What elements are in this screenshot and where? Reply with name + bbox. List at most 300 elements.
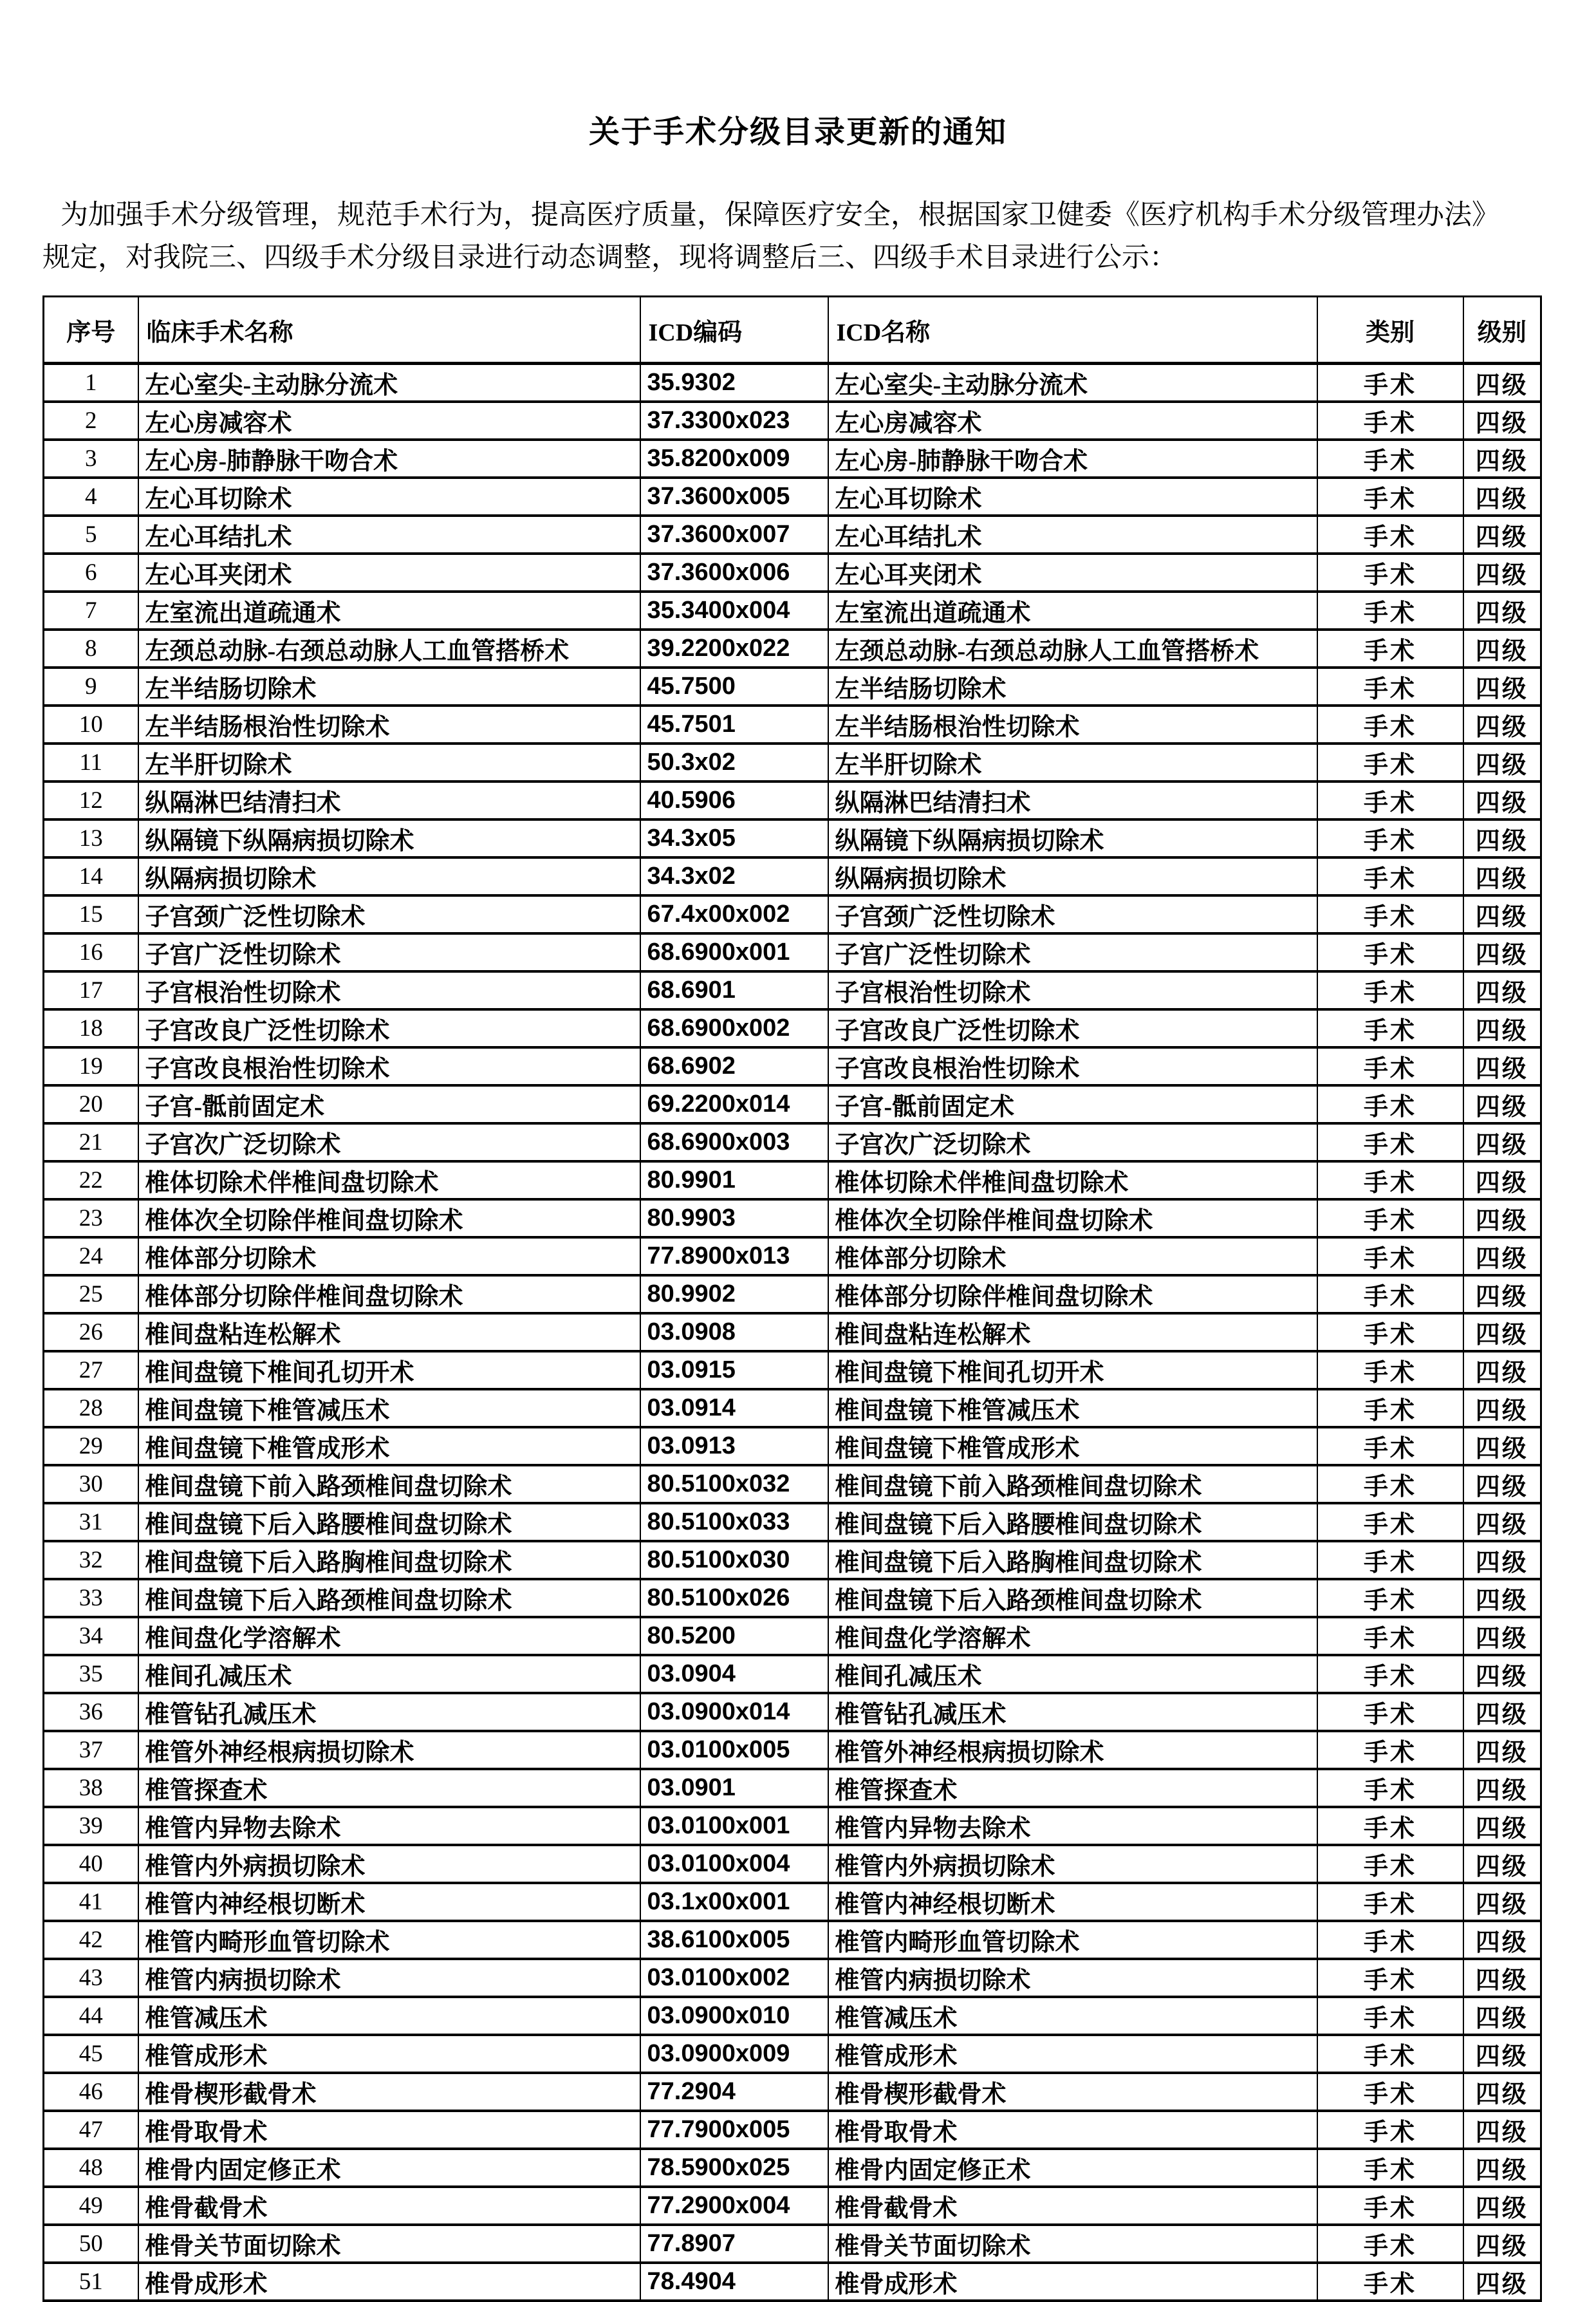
cell-name: 子宫颈广泛性切除术: [138, 895, 640, 933]
cell-name: 椎管探查术: [138, 1769, 640, 1807]
cell-level: 四级: [1463, 933, 1541, 971]
cell-index: 12: [44, 781, 138, 819]
cell-level: 四级: [1463, 1503, 1541, 1541]
cell-icd-name: 椎管探查术: [828, 1769, 1317, 1807]
table-row: [44, 2225, 1541, 2263]
cell-category: 手术: [1317, 1389, 1463, 1427]
cell-category: 手术: [1317, 364, 1463, 402]
cell-name: 椎间孔减压术: [138, 1655, 640, 1693]
cell-index: 50: [44, 2225, 138, 2263]
cell-index: 29: [44, 1427, 138, 1465]
cell-level: 四级: [1463, 2187, 1541, 2225]
table-row: [44, 1389, 1541, 1427]
cell-icd-name: 椎体切除术伴椎间盘切除术: [828, 1161, 1317, 1199]
cell-icd-name: 椎管内异物去除术: [828, 1807, 1317, 1845]
cell-name: 椎骨成形术: [138, 2263, 640, 2301]
cell-level: 四级: [1463, 1883, 1541, 1921]
table-row: [44, 895, 1541, 933]
cell-icd-name: 左半结肠根治性切除术: [828, 706, 1317, 744]
cell-index: 31: [44, 1503, 138, 1541]
intro-line-2: 规定，对我院三、四级手术分级目录进行动态调整，现将调整后三、四级手术目录进行公示：: [42, 243, 1177, 273]
cell-name: 椎管减压术: [138, 1997, 640, 2035]
cell-index: 30: [44, 1465, 138, 1503]
cell-category: 手术: [1317, 895, 1463, 933]
table-row: [44, 2111, 1541, 2149]
cell-category: 手术: [1317, 2187, 1463, 2225]
cell-category: 手术: [1317, 2263, 1463, 2301]
cell-category: 手术: [1317, 1351, 1463, 1389]
cell-icd-name: 子宫次广泛切除术: [828, 1123, 1317, 1161]
cell-name: 椎间盘镜下后入路胸椎间盘切除术: [138, 1541, 640, 1579]
cell-index: 27: [44, 1351, 138, 1389]
cell-name: 左室流出道疏通术: [138, 592, 640, 630]
table-row: [44, 1693, 1541, 1731]
cell-icd-code: 77.2900x004: [640, 2187, 828, 2225]
cell-level: 四级: [1463, 402, 1541, 440]
table-header-row: [44, 297, 1541, 364]
table-row: [44, 516, 1541, 554]
cell-index: 24: [44, 1237, 138, 1275]
cell-category: 手术: [1317, 781, 1463, 819]
table-row: [44, 2035, 1541, 2073]
cell-level: 四级: [1463, 630, 1541, 668]
cell-name: 纵隔病损切除术: [138, 857, 640, 895]
cell-icd-name: 纵隔病损切除术: [828, 857, 1317, 895]
cell-icd-code: 68.6902: [640, 1047, 828, 1085]
cell-icd-code: 03.0901: [640, 1769, 828, 1807]
cell-level: 四级: [1463, 1731, 1541, 1769]
cell-level: 四级: [1463, 1579, 1541, 1617]
cell-index: 33: [44, 1579, 138, 1617]
cell-level: 四级: [1463, 1465, 1541, 1503]
cell-name: 子宫改良广泛性切除术: [138, 1009, 640, 1047]
cell-icd-code: 35.8200x009: [640, 440, 828, 478]
cell-icd-code: 78.4904: [640, 2263, 828, 2301]
cell-index: 15: [44, 895, 138, 933]
cell-level: 四级: [1463, 1845, 1541, 1883]
cell-name: 椎间盘镜下椎管成形术: [138, 1427, 640, 1465]
cell-icd-code: 80.5100x032: [640, 1465, 828, 1503]
cell-icd-name: 左半肝切除术: [828, 744, 1317, 781]
cell-name: 椎骨关节面切除术: [138, 2225, 640, 2263]
cell-icd-code: 77.8900x013: [640, 1237, 828, 1275]
cell-name: 子宫次广泛切除术: [138, 1123, 640, 1161]
cell-icd-name: 椎管内外病损切除术: [828, 1845, 1317, 1883]
cell-index: 44: [44, 1997, 138, 2035]
cell-icd-code: 68.6900x001: [640, 933, 828, 971]
cell-category: 手术: [1317, 1617, 1463, 1655]
cell-icd-code: 77.2904: [640, 2073, 828, 2111]
cell-name: 椎骨取骨术: [138, 2111, 640, 2149]
cell-name: 椎骨内固定修正术: [138, 2149, 640, 2187]
cell-index: 5: [44, 516, 138, 554]
table-row: [44, 402, 1541, 440]
cell-icd-name: 椎管钻孔减压术: [828, 1693, 1317, 1731]
cell-category: 手术: [1317, 2035, 1463, 2073]
cell-category: 手术: [1317, 668, 1463, 706]
cell-level: 四级: [1463, 857, 1541, 895]
cell-icd-code: 67.4x00x002: [640, 895, 828, 933]
cell-name: 左心耳结扎术: [138, 516, 640, 554]
cell-index: 45: [44, 2035, 138, 2073]
cell-category: 手术: [1317, 706, 1463, 744]
cell-icd-name: 椎间盘镜下前入路颈椎间盘切除术: [828, 1465, 1317, 1503]
cell-level: 四级: [1463, 364, 1541, 402]
cell-name: 椎管成形术: [138, 2035, 640, 2073]
cell-icd-name: 左室流出道疏通术: [828, 592, 1317, 630]
cell-icd-name: 椎骨截骨术: [828, 2187, 1317, 2225]
cell-category: 手术: [1317, 1085, 1463, 1123]
cell-icd-code: 68.6900x003: [640, 1123, 828, 1161]
cell-icd-name: 椎骨楔形截骨术: [828, 2073, 1317, 2111]
cell-index: 8: [44, 630, 138, 668]
cell-category: 手术: [1317, 440, 1463, 478]
cell-category: 手术: [1317, 1883, 1463, 1921]
cell-level: 四级: [1463, 2225, 1541, 2263]
cell-icd-name: 椎间盘镜下椎管减压术: [828, 1389, 1317, 1427]
cell-name: 椎体次全切除伴椎间盘切除术: [138, 1199, 640, 1237]
cell-name: 左颈总动脉-右颈总动脉人工血管搭桥术: [138, 630, 640, 668]
cell-level: 四级: [1463, 1617, 1541, 1655]
table-row: [44, 1237, 1541, 1275]
cell-index: 4: [44, 478, 138, 516]
table-row: [44, 1313, 1541, 1351]
cell-category: 手术: [1317, 971, 1463, 1009]
cell-icd-name: 椎间盘镜下后入路胸椎间盘切除术: [828, 1541, 1317, 1579]
cell-name: 纵隔淋巴结清扫术: [138, 781, 640, 819]
cell-icd-code: 37.3600x005: [640, 478, 828, 516]
cell-category: 手术: [1317, 1921, 1463, 1959]
cell-level: 四级: [1463, 1997, 1541, 2035]
cell-category: 手术: [1317, 1123, 1463, 1161]
cell-category: 手术: [1317, 1009, 1463, 1047]
cell-name: 椎间盘镜下后入路颈椎间盘切除术: [138, 1579, 640, 1617]
cell-icd-code: 68.6900x002: [640, 1009, 828, 1047]
table-row: [44, 1503, 1541, 1541]
cell-icd-name: 纵隔淋巴结清扫术: [828, 781, 1317, 819]
cell-category: 手术: [1317, 1541, 1463, 1579]
cell-index: 28: [44, 1389, 138, 1427]
cell-name: 子宫广泛性切除术: [138, 933, 640, 971]
cell-name: 子宫改良根治性切除术: [138, 1047, 640, 1085]
table-row: [44, 592, 1541, 630]
cell-level: 四级: [1463, 1237, 1541, 1275]
cell-name: 椎体部分切除伴椎间盘切除术: [138, 1275, 640, 1313]
cell-icd-code: 03.0913: [640, 1427, 828, 1465]
cell-index: 7: [44, 592, 138, 630]
cell-level: 四级: [1463, 706, 1541, 744]
cell-icd-code: 80.9902: [640, 1275, 828, 1313]
cell-level: 四级: [1463, 2111, 1541, 2149]
cell-icd-code: 35.3400x004: [640, 592, 828, 630]
cell-category: 手术: [1317, 1313, 1463, 1351]
cell-icd-name: 子宫改良广泛性切除术: [828, 1009, 1317, 1047]
cell-icd-code: 80.5100x033: [640, 1503, 828, 1541]
cell-icd-code: 80.5100x030: [640, 1541, 828, 1579]
cell-level: 四级: [1463, 554, 1541, 592]
table-row: [44, 1997, 1541, 2035]
cell-name: 左半肝切除术: [138, 744, 640, 781]
cell-category: 手术: [1317, 478, 1463, 516]
page-title: 关于手术分级目录更新的通知: [588, 115, 1007, 149]
cell-icd-code: 03.0900x009: [640, 2035, 828, 2073]
cell-index: 42: [44, 1921, 138, 1959]
table-row: [44, 819, 1541, 857]
cell-index: 6: [44, 554, 138, 592]
cell-icd-code: 68.6901: [640, 971, 828, 1009]
cell-index: 32: [44, 1541, 138, 1579]
surgery-table-body: [44, 364, 1541, 2301]
cell-icd-name: 子宫广泛性切除术: [828, 933, 1317, 971]
table-row: [44, 1465, 1541, 1503]
cell-name: 椎间盘镜下椎间孔切开术: [138, 1351, 640, 1389]
cell-index: 51: [44, 2263, 138, 2301]
cell-index: 22: [44, 1161, 138, 1199]
table-row: [44, 2263, 1541, 2301]
cell-name: 纵隔镜下纵隔病损切除术: [138, 819, 640, 857]
cell-index: 19: [44, 1047, 138, 1085]
cell-level: 四级: [1463, 1541, 1541, 1579]
cell-index: 38: [44, 1769, 138, 1807]
cell-index: 23: [44, 1199, 138, 1237]
cell-index: 13: [44, 819, 138, 857]
cell-level: 四级: [1463, 516, 1541, 554]
cell-icd-code: 03.1x00x001: [640, 1883, 828, 1921]
cell-icd-name: 椎管成形术: [828, 2035, 1317, 2073]
cell-icd-name: 左心房减容术: [828, 402, 1317, 440]
cell-icd-name: 椎管外神经根病损切除术: [828, 1731, 1317, 1769]
cell-category: 手术: [1317, 933, 1463, 971]
cell-icd-code: 34.3x05: [640, 819, 828, 857]
cell-icd-name: 左半结肠切除术: [828, 668, 1317, 706]
cell-level: 四级: [1463, 1123, 1541, 1161]
cell-icd-name: 左心耳结扎术: [828, 516, 1317, 554]
cell-category: 手术: [1317, 1731, 1463, 1769]
cell-icd-code: 39.2200x022: [640, 630, 828, 668]
cell-icd-code: 35.9302: [640, 364, 828, 402]
cell-icd-code: 50.3x02: [640, 744, 828, 781]
cell-icd-name: 左心房-肺静脉干吻合术: [828, 440, 1317, 478]
cell-icd-code: 37.3300x023: [640, 402, 828, 440]
cell-category: 手术: [1317, 402, 1463, 440]
cell-icd-code: 03.0100x004: [640, 1845, 828, 1883]
cell-level: 四级: [1463, 1047, 1541, 1085]
table-row: [44, 1731, 1541, 1769]
cell-level: 四级: [1463, 668, 1541, 706]
cell-index: 35: [44, 1655, 138, 1693]
table-row: [44, 1427, 1541, 1465]
table-row: [44, 630, 1541, 668]
cell-icd-code: 37.3600x006: [640, 554, 828, 592]
cell-level: 四级: [1463, 2149, 1541, 2187]
cell-icd-code: 69.2200x014: [640, 1085, 828, 1123]
cell-icd-code: 45.7501: [640, 706, 828, 744]
cell-index: 49: [44, 2187, 138, 2225]
surgery-catalog-table: [42, 295, 1542, 2302]
cell-index: 14: [44, 857, 138, 895]
table-row: [44, 1769, 1541, 1807]
cell-name: 左心房-肺静脉干吻合术: [138, 440, 640, 478]
cell-category: 手术: [1317, 1693, 1463, 1731]
table-row: [44, 2073, 1541, 2111]
cell-icd-code: 03.0904: [640, 1655, 828, 1693]
cell-category: 手术: [1317, 1275, 1463, 1313]
cell-icd-name: 椎间盘镜下后入路腰椎间盘切除术: [828, 1503, 1317, 1541]
cell-category: 手术: [1317, 1959, 1463, 1997]
table-row: [44, 744, 1541, 781]
cell-name: 子宫-骶前固定术: [138, 1085, 640, 1123]
cell-level: 四级: [1463, 971, 1541, 1009]
table-row: [44, 1579, 1541, 1617]
cell-index: 1: [44, 364, 138, 402]
cell-name: 左半结肠根治性切除术: [138, 706, 640, 744]
cell-icd-name: 子宫颈广泛性切除术: [828, 895, 1317, 933]
cell-level: 四级: [1463, 440, 1541, 478]
cell-icd-name: 左颈总动脉-右颈总动脉人工血管搭桥术: [828, 630, 1317, 668]
cell-index: 34: [44, 1617, 138, 1655]
cell-index: 26: [44, 1313, 138, 1351]
cell-icd-name: 纵隔镜下纵隔病损切除术: [828, 819, 1317, 857]
cell-icd-code: 03.0914: [640, 1389, 828, 1427]
cell-index: 40: [44, 1845, 138, 1883]
cell-icd-name: 子宫根治性切除术: [828, 971, 1317, 1009]
table-row: [44, 1161, 1541, 1199]
cell-level: 四级: [1463, 1085, 1541, 1123]
cell-level: 四级: [1463, 2035, 1541, 2073]
cell-level: 四级: [1463, 1655, 1541, 1693]
table-row: [44, 706, 1541, 744]
column-header-name: 临床手术名称: [138, 297, 640, 364]
cell-icd-name: 椎骨成形术: [828, 2263, 1317, 2301]
cell-level: 四级: [1463, 781, 1541, 819]
cell-icd-name: 左心耳夹闭术: [828, 554, 1317, 592]
cell-category: 手术: [1317, 2225, 1463, 2263]
cell-index: 43: [44, 1959, 138, 1997]
cell-level: 四级: [1463, 1275, 1541, 1313]
cell-icd-name: 椎管内畸形血管切除术: [828, 1921, 1317, 1959]
column-header-icd-name: ICD名称: [828, 297, 1317, 364]
cell-icd-code: 38.6100x005: [640, 1921, 828, 1959]
cell-icd-code: 03.0100x001: [640, 1807, 828, 1845]
cell-name: 椎管钻孔减压术: [138, 1693, 640, 1731]
cell-name: 椎管内异物去除术: [138, 1807, 640, 1845]
cell-name: 左半结肠切除术: [138, 668, 640, 706]
cell-index: 10: [44, 706, 138, 744]
cell-name: 椎体切除术伴椎间盘切除术: [138, 1161, 640, 1199]
cell-icd-code: 80.5200: [640, 1617, 828, 1655]
cell-icd-name: 椎间盘镜下后入路颈椎间盘切除术: [828, 1579, 1317, 1617]
cell-category: 手术: [1317, 1465, 1463, 1503]
cell-index: 3: [44, 440, 138, 478]
cell-category: 手术: [1317, 1997, 1463, 2035]
cell-index: 36: [44, 1693, 138, 1731]
table-row: [44, 1123, 1541, 1161]
cell-level: 四级: [1463, 1693, 1541, 1731]
intro-paragraph: [42, 194, 1554, 279]
cell-level: 四级: [1463, 1161, 1541, 1199]
cell-name: 椎间盘镜下椎管减压术: [138, 1389, 640, 1427]
cell-category: 手术: [1317, 2073, 1463, 2111]
cell-icd-name: 椎间盘粘连松解术: [828, 1313, 1317, 1351]
cell-index: 9: [44, 668, 138, 706]
cell-category: 手术: [1317, 1161, 1463, 1199]
cell-name: 椎间盘化学溶解术: [138, 1617, 640, 1655]
cell-icd-code: 78.5900x025: [640, 2149, 828, 2187]
table-row: [44, 1047, 1541, 1085]
cell-icd-code: 40.5906: [640, 781, 828, 819]
cell-category: 手术: [1317, 1807, 1463, 1845]
cell-category: 手术: [1317, 1503, 1463, 1541]
cell-name: 左心房减容术: [138, 402, 640, 440]
cell-icd-name: 椎骨取骨术: [828, 2111, 1317, 2149]
table-row: [44, 781, 1541, 819]
cell-level: 四级: [1463, 1921, 1541, 1959]
table-row: [44, 1845, 1541, 1883]
table-row: [44, 1199, 1541, 1237]
cell-icd-name: 子宫改良根治性切除术: [828, 1047, 1317, 1085]
cell-level: 四级: [1463, 744, 1541, 781]
cell-name: 椎管外神经根病损切除术: [138, 1731, 640, 1769]
document-page: [0, 115, 1596, 2298]
cell-name: 椎管内外病损切除术: [138, 1845, 640, 1883]
cell-level: 四级: [1463, 2073, 1541, 2111]
cell-name: 椎骨截骨术: [138, 2187, 640, 2225]
cell-index: 20: [44, 1085, 138, 1123]
cell-level: 四级: [1463, 2263, 1541, 2301]
cell-icd-code: 37.3600x007: [640, 516, 828, 554]
cell-icd-name: 椎管内神经根切断术: [828, 1883, 1317, 1921]
cell-index: 47: [44, 2111, 138, 2149]
cell-index: 16: [44, 933, 138, 971]
cell-level: 四级: [1463, 1959, 1541, 1997]
table-row: [44, 857, 1541, 895]
cell-icd-name: 左心耳切除术: [828, 478, 1317, 516]
cell-category: 手术: [1317, 1769, 1463, 1807]
cell-category: 手术: [1317, 1047, 1463, 1085]
cell-icd-name: 椎间盘镜下椎间孔切开术: [828, 1351, 1317, 1389]
cell-level: 四级: [1463, 1807, 1541, 1845]
cell-name: 椎间盘镜下后入路腰椎间盘切除术: [138, 1503, 640, 1541]
cell-icd-name: 椎间孔减压术: [828, 1655, 1317, 1693]
cell-icd-code: 45.7500: [640, 668, 828, 706]
cell-category: 手术: [1317, 1237, 1463, 1275]
table-row: [44, 1959, 1541, 1997]
cell-name: 椎体部分切除术: [138, 1237, 640, 1275]
cell-index: 11: [44, 744, 138, 781]
table-row: [44, 668, 1541, 706]
cell-category: 手术: [1317, 2111, 1463, 2149]
cell-category: 手术: [1317, 1845, 1463, 1883]
cell-name: 椎间盘镜下前入路颈椎间盘切除术: [138, 1465, 640, 1503]
column-header-icd-code: ICD编码: [640, 297, 828, 364]
cell-category: 手术: [1317, 1579, 1463, 1617]
cell-name: 椎管内病损切除术: [138, 1959, 640, 1997]
table-row: [44, 364, 1541, 402]
cell-level: 四级: [1463, 478, 1541, 516]
cell-icd-code: 77.8907: [640, 2225, 828, 2263]
cell-category: 手术: [1317, 554, 1463, 592]
cell-index: 18: [44, 1009, 138, 1047]
column-header-category: 类别: [1317, 297, 1463, 364]
cell-icd-code: 80.9903: [640, 1199, 828, 1237]
table-row: [44, 1351, 1541, 1389]
cell-index: 2: [44, 402, 138, 440]
cell-index: 41: [44, 1883, 138, 1921]
intro-line-1: 为加强手术分级管理，规范手术行为，提高医疗质量，保障医疗安全，根据国家卫健委《医疗机构手术分级管理办法》: [60, 200, 1499, 230]
cell-icd-code: 03.0900x010: [640, 1997, 828, 2035]
cell-category: 手术: [1317, 1655, 1463, 1693]
cell-name: 椎管内畸形血管切除术: [138, 1921, 640, 1959]
